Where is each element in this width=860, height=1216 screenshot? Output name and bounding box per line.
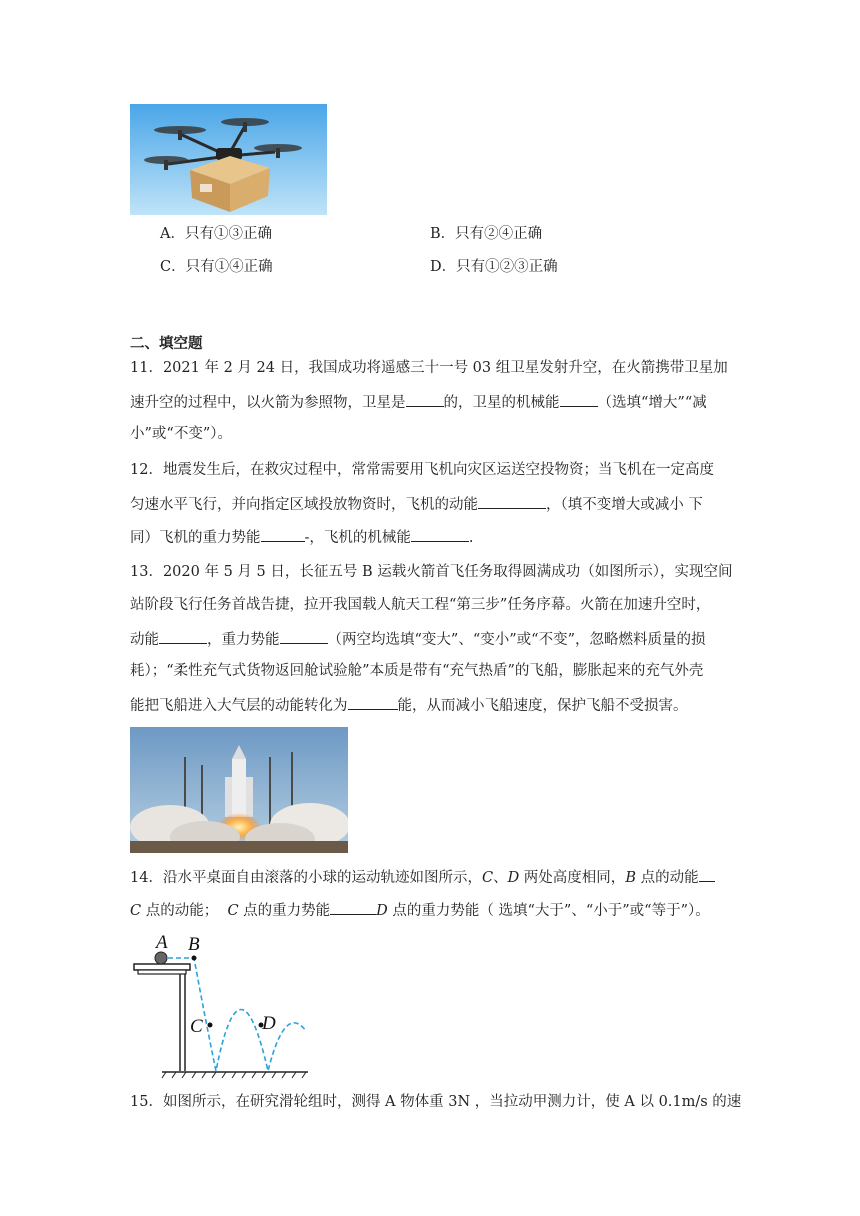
rocket-launch-photo — [130, 727, 348, 853]
q14-text: 14．沿水平桌面自由滚落的小球的运动轨迹如图所示， — [130, 870, 482, 886]
q14-text: 点的动能 — [635, 870, 699, 886]
q11-line2 — [130, 391, 707, 413]
option-d-text: 只有①②③正确 — [456, 259, 558, 275]
q14-text: 点的重力势能 — [238, 903, 331, 919]
drone-delivery-photo — [130, 104, 327, 215]
option-c-letter: C． — [160, 259, 186, 275]
option-b-letter: B． — [430, 226, 456, 242]
fig-label-a: A — [156, 932, 168, 953]
q14-point-c: C — [481, 870, 494, 886]
q12-blank-3[interactable] — [411, 526, 469, 542]
q13-text: 能把飞船进入大气层的动能转化为 — [130, 698, 348, 714]
q13-text: 动能 — [130, 632, 159, 648]
q12-text: -，飞机的机械能 — [304, 530, 411, 546]
option-a — [160, 224, 272, 244]
q14-text: 、 — [493, 870, 508, 886]
q12-blank-2[interactable] — [261, 526, 305, 542]
q14-blank-2[interactable] — [330, 899, 376, 915]
q13-line4: 耗）；“柔性充气式货物返回舱试验舱”本质是带有“充气热盾”的飞船，膨胀起来的充气外壳 — [130, 663, 704, 679]
q13-line1: 13．2020 年 5 月 5 日，长征五号 B 运载火箭首飞任务取得圆满成功（如图所示），实现空间 — [130, 564, 733, 580]
q15-line1: 15．如图所示，在研究滑轮组时，测得 A 物体重 3N ，当拉动甲测力计，使 A 以 0.1m/s 的速 — [130, 1094, 742, 1110]
q13-text: （两空均选填“变大”、“变小”或“不变”，忽略燃料质量的损 — [327, 632, 706, 648]
section-heading: 二、填空题 — [130, 336, 203, 352]
q12-text: 匀速水平飞行，并向指定区域投放物资时，飞机的动能 — [130, 497, 478, 513]
option-a-text: 只有①③正确 — [184, 226, 272, 242]
ball-trajectory-figure — [130, 928, 310, 1080]
q12-text: . — [468, 530, 474, 546]
q12-line3 — [130, 526, 474, 548]
q14-blank-1[interactable] — [699, 866, 715, 882]
q13-blank-1[interactable] — [159, 628, 207, 644]
q14-text: 点的动能； — [141, 903, 219, 919]
q11-text: 速升空的过程中，以火箭为参照物，卫星是 — [130, 395, 406, 411]
option-c — [160, 257, 273, 277]
q12-blank-1[interactable] — [478, 493, 546, 509]
option-a-letter: A． — [160, 226, 185, 242]
option-b — [430, 224, 542, 244]
q13-line3 — [130, 628, 705, 650]
q13-blank-2[interactable] — [280, 628, 328, 644]
q11-text: （选填“增大”“减 — [597, 395, 707, 411]
q12-line1: 12．地震发生后，在救灾过程中，常常需要用飞机向灾区运送空投物资；当飞机在一定高度 — [130, 462, 714, 478]
q13-text: 能，从而减小飞船速度，保护飞船不受损害。 — [397, 698, 688, 714]
q13-line5 — [130, 694, 688, 716]
q14-point-c: C — [130, 903, 142, 919]
option-d-letter: D． — [430, 259, 457, 275]
q11-blank-2[interactable] — [560, 391, 598, 407]
q14-line1 — [130, 866, 715, 888]
fig-label-b: B — [188, 934, 200, 955]
q14-text: 两处高度相同， — [519, 870, 626, 886]
fig-label-d: D — [262, 1013, 276, 1034]
q14-line2 — [130, 899, 710, 921]
q13-blank-3[interactable] — [348, 694, 398, 710]
q14-point-c: C — [227, 903, 239, 919]
option-d — [430, 257, 558, 277]
q12-text: 同）飞机的重力势能 — [130, 530, 261, 546]
option-c-text: 只有①④正确 — [185, 259, 273, 275]
q12-text: ，（填不变增大或减小 下 — [546, 497, 703, 513]
q14-text: 点的重力势能（ 选填“大于”、“小于”或“等于”）。 — [387, 903, 710, 919]
q11-line3: 小”或“不变”）。 — [130, 426, 232, 442]
q14-point-d: D — [507, 870, 520, 886]
option-b-text: 只有②④正确 — [455, 226, 543, 242]
q14-point-b: B — [625, 870, 636, 886]
q11-line1: 11．2021 年 2 月 24 日，我国成功将遥感三十一号 03 组卫星发射升空，在火箭携带卫星加 — [130, 360, 728, 376]
q14-point-d: D — [376, 903, 388, 919]
q12-line2 — [130, 493, 703, 515]
fig-label-c: C — [190, 1016, 203, 1037]
q11-text: 的，卫星的机械能 — [443, 395, 560, 411]
q13-line2: 站阶段飞行任务首战告捷，拉开我国载人航天工程“第三步”任务序幕。火箭在加速升空时， — [130, 597, 711, 613]
q11-blank-1[interactable] — [406, 391, 444, 407]
q13-text: ，重力势能 — [207, 632, 280, 648]
